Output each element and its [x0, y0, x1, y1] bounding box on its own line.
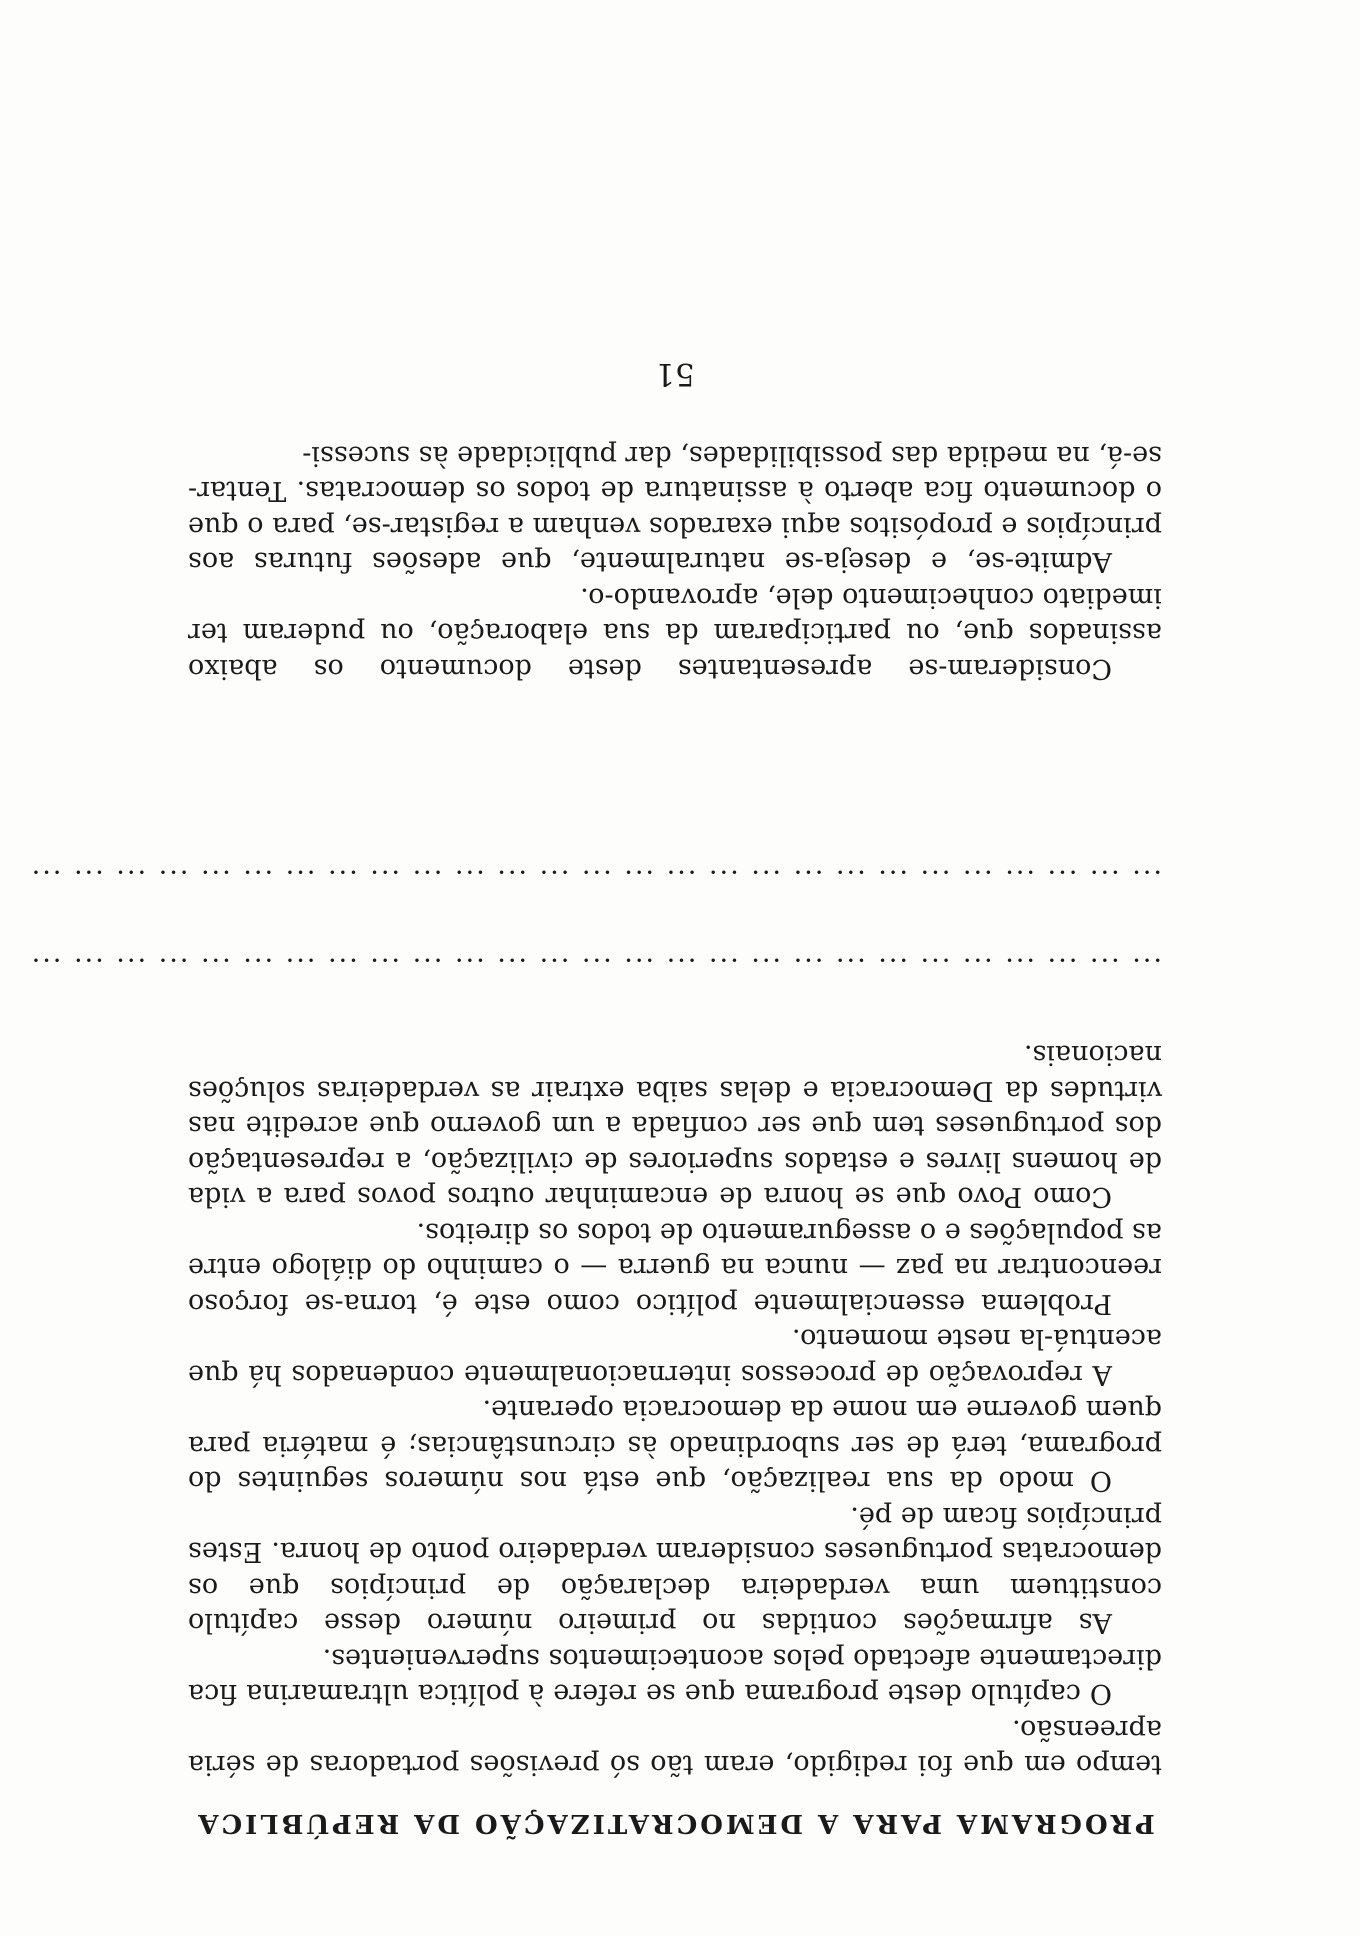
- ellipsis-line: ... ... ... ... ... ... ... ... ... ... ... ... ... ... ... ... ... ... ... ... ... ... ... ... ... ... ...: [29, 864, 1162, 896]
- page-number: 51: [655, 356, 695, 393]
- paragraph: A reprovação de processos internacionalmente condenados há que acentuá-la neste momento.: [188, 1323, 1162, 1390]
- paragraph-continuation: tempo em que foi redigido, eram tão só previsões portadoras de séria apreensão.: [188, 1714, 1162, 1781]
- ellipsis-line: ... ... ... ... ... ... ... ... ... ... ... ... ... ... ... ... ... ... ... ... ... ... ... ... ... ... ...: [29, 952, 1162, 983]
- page-text-block: [29, 356, 1162, 1840]
- page-heading: PROGRAMA PARA A DEMOCRATIZAÇÃO DA REPÚBLICA: [195, 1808, 1155, 1838]
- spacer: [188, 898, 1162, 950]
- paragraph: O capítulo deste programa que se refere à política ultramarina fica directamente afectado pelos acontecimentos supervenientes.: [188, 1643, 1162, 1710]
- spacer: [188, 985, 1162, 1037]
- paragraph: O modo da sua realização, que está nos números seguintes do programa, terá de ser subordinado às circunstâncias; é matéria para quem governe em nome da democracia operante.: [188, 1394, 1162, 1497]
- paragraph: Como Povo que se honra de encaminhar outros povos para a vida de homens livres e estados superiores de civilização, a representação dos portugueses tem que ser confiada a um governo que acredite nas virtudes da Democracia e delas saiba extrair as verdadeiras soluções nacionais.: [188, 1039, 1162, 1213]
- paragraph: As afirmações contidas no primeiro número desse capítulo constituem uma verdadeira declaração de princípios que os democratas portugueses consideram verdadeiro ponto de honra. Estes princípios ficam de pé.: [188, 1501, 1162, 1639]
- paragraph: Admite-se, e deseja-se naturalmente, que adesões futuras aos princípios e propósitos aqui exarados venham a registar-se, para o que o documento fica aberto à assinatura de todos os democratas. Tentar-se-á, na medida das possibilidades, dar publicidade às sucessi-: [188, 440, 1162, 578]
- spacer: [188, 686, 1162, 862]
- paragraph: Consideram-se apresentantes deste documento os abaixo assinados que, ou participaram da sua elaboração, ou puderam ter imediato conhecimento dele, aprovando-o.: [188, 582, 1162, 684]
- paragraph: Problema essencialmente político como este é, torna-se forçoso reencontrar na paz — nunca na guerra — o caminho do diálogo entre as populações e o asseguramento de todos os direitos.: [188, 1217, 1162, 1319]
